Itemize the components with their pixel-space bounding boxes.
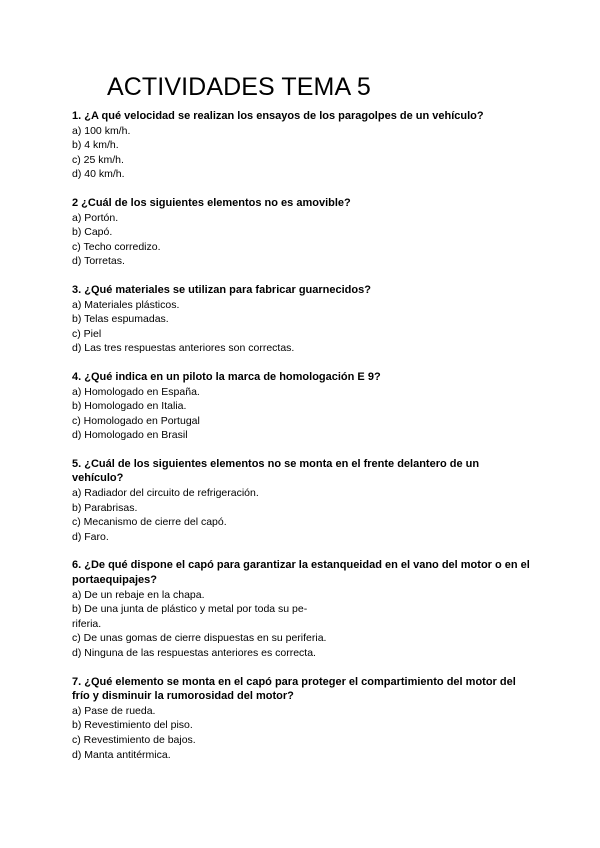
answer-option: c) Revestimiento de bajos. <box>72 733 196 746</box>
answer-option: b) Capó. <box>72 226 113 239</box>
question-text: 1. ¿A qué velocidad se realizan los ensayos de los paragolpes de un vehículo? <box>72 110 484 122</box>
answer-option: d) Faro. <box>72 530 109 543</box>
answer-option: b) Revestimiento del piso. <box>72 719 193 732</box>
question-block <box>72 109 532 182</box>
answer-option: b) 4 km/h. <box>72 139 119 152</box>
answer-option: d) Torretas. <box>72 255 125 268</box>
answer-option: riferia. <box>72 617 102 630</box>
question-text: 2 ¿Cuál de los siguientes elementos no es amovible? <box>72 196 351 209</box>
answer-option: d) 40 km/h. <box>72 168 125 181</box>
page-title: ACTIVIDADES TEMA 5 <box>107 73 371 101</box>
answer-option: c) Mecanismo de cierre del capó. <box>72 516 227 529</box>
question-block <box>72 457 532 545</box>
answer-option: d) Homologado en Brasil <box>72 429 188 442</box>
question-block <box>72 675 532 763</box>
answer-option: d) Las tres respuestas anteriores son correctas. <box>72 342 295 355</box>
question-block <box>72 196 532 269</box>
answer-option: c) Techo corredizo. <box>72 240 161 253</box>
question-list <box>72 109 532 776</box>
question-text: 4. ¿Qué indica en un piloto la marca de homologación E 9? <box>72 370 381 383</box>
answer-option: c) De unas gomas de cierre dispuestas en su periferia. <box>72 632 327 645</box>
question-block <box>72 370 532 443</box>
answer-option: a) 100 km/h. <box>72 124 131 137</box>
answer-option: b) Parabrisas. <box>72 501 138 514</box>
answer-option: d) Manta antitérmica. <box>72 748 171 761</box>
question-block <box>72 283 532 356</box>
question-text: 6. ¿De qué dispone el capó para garantizar la estanqueidad en el vano del motor o en el portaequipajes? <box>72 559 530 587</box>
question-text: 5. ¿Cuál de los siguientes elementos no se monta en el frente delantero de un vehículo? <box>72 457 480 485</box>
answer-option: c) Piel <box>72 327 102 340</box>
answer-option: a) Pase de rueda. <box>72 704 156 717</box>
answer-option: a) Materiales plásticos. <box>72 298 180 311</box>
answer-option: d) Ninguna de las respuestas anteriores es correcta. <box>72 647 316 659</box>
answer-option: c) Homologado en Portugal <box>72 414 200 427</box>
answer-option: c) 25 km/h. <box>72 153 124 166</box>
question-text: 7. ¿Qué elemento se monta en el capó para proteger el compartimiento del motor del frío y disminuir la rumorosidad del motor? <box>72 675 516 703</box>
question-block <box>72 558 532 660</box>
answer-option: a) Radiador del circuito de refrigeración. <box>72 487 259 500</box>
answer-option: a) Homologado en España. <box>72 385 200 398</box>
answer-option: a) De un rebaje en la chapa. <box>72 588 205 601</box>
answer-option: b) De una junta de plástico y metal por toda su pe- <box>72 603 308 616</box>
answer-option: a) Portón. <box>72 211 119 224</box>
answer-option: b) Homologado en Italia. <box>72 400 187 413</box>
question-text: 3. ¿Qué materiales se utilizan para fabricar guarnecidos? <box>72 283 371 296</box>
answer-option: b) Telas espumadas. <box>72 313 169 326</box>
